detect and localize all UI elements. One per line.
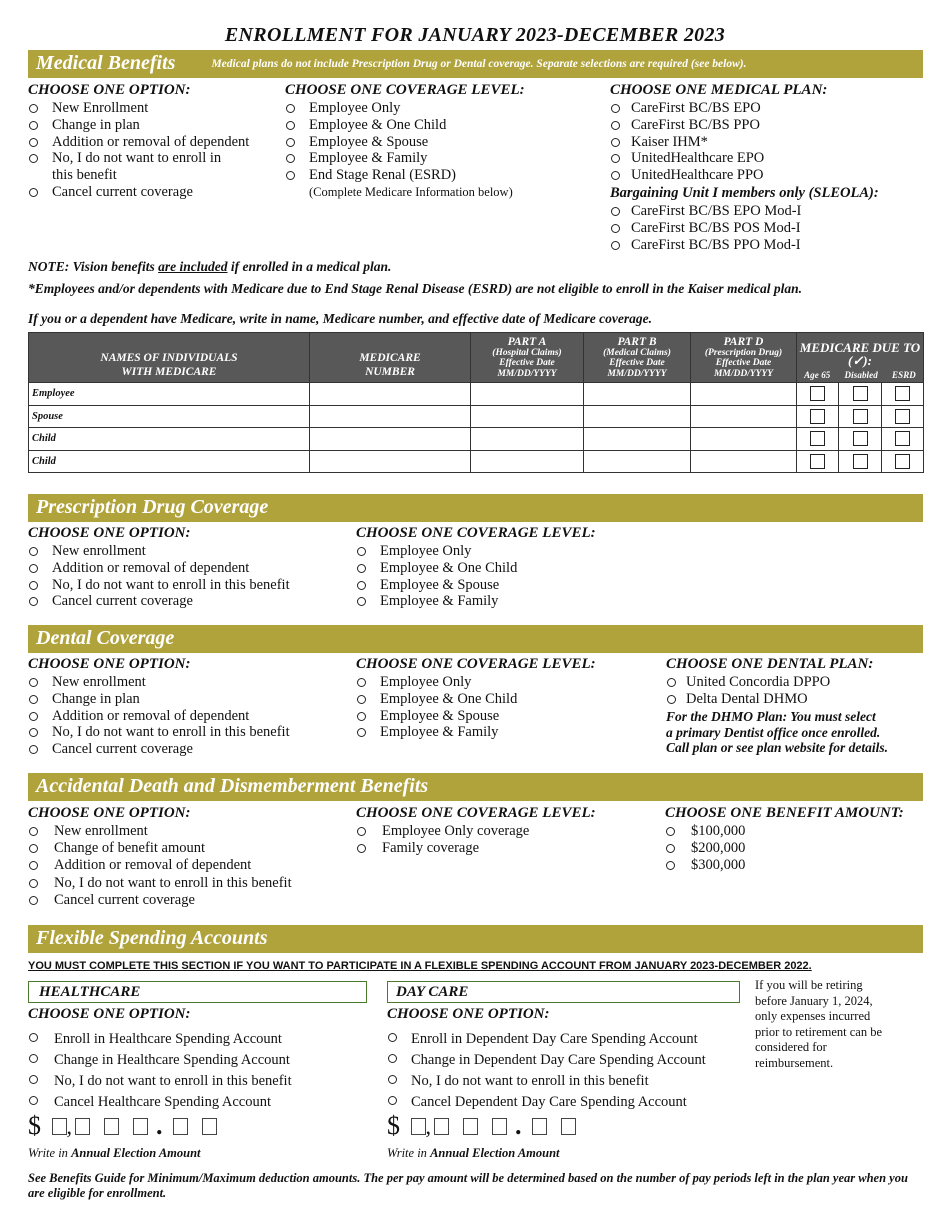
digit-box[interactable] [75,1118,90,1135]
medicare-intro: If you or a dependent have Medicare, write in name, Medicare number, and effective date of Medicare coverage. [28,311,653,326]
part-b-eff: Effective Date [609,358,665,368]
disabled-checkbox[interactable] [853,431,868,446]
dental-plan-concordia[interactable]: United Concordia DPPO [666,674,830,691]
add-level-heading: CHOOSE ONE COVERAGE LEVEL: [356,805,596,821]
medical-level-spouse[interactable]: Employee & Spouse [285,134,513,151]
rx-level-employee[interactable]: Employee Only [356,543,517,560]
healthcare-box-title: HEALTHCARE [28,981,367,1003]
digit-box[interactable] [411,1118,426,1135]
col-number-text: MEDICARE NUMBER [359,352,421,378]
digit-box[interactable] [561,1118,576,1135]
col-names-text: NAMES OF INDIVIDUALS WITH MEDICARE [100,352,238,378]
due-label-disabled: Disabled [844,370,878,380]
retiring-note-line: prior to retirement can be [755,1024,883,1039]
rx-option-list [28,543,290,610]
part-a-date-cell[interactable] [471,383,584,406]
medical-plan-list [610,100,764,184]
fsa-section-header: Flexible Spending Accounts [28,925,923,953]
rx-option-heading: CHOOSE ONE OPTION: [28,525,191,541]
part-b-date-cell[interactable] [584,383,691,406]
table-row [29,450,924,473]
rx-option-new[interactable]: New enrollment [28,543,290,560]
bargaining-plan-pos[interactable]: CareFirst BC/BS POS Mod-I [610,220,801,237]
hc-option-change[interactable]: Change in Healthcare Spending Account [28,1050,292,1071]
hc-option-enroll[interactable]: Enroll in Healthcare Spending Account [28,1029,292,1050]
part-b-date-cell[interactable] [584,450,691,473]
disabled-checkbox[interactable] [853,386,868,401]
age65-checkbox[interactable] [810,409,825,424]
rx-section-header: Prescription Drug Coverage [28,494,923,522]
dental-section-header: Dental Coverage [28,625,923,653]
dental-option-change[interactable]: Change in plan [28,691,290,708]
comma-separator: , [66,1114,72,1139]
part-d-fmt: MM/DD/YYYY [713,368,774,379]
age65-checkbox[interactable] [810,454,825,469]
vision-note [28,259,391,275]
dc-option-list [387,1029,706,1113]
dental-level-spouse[interactable]: Employee & Spouse [356,708,517,725]
medicare-number-cell[interactable] [310,450,471,473]
vision-note-underlined: are included [158,259,228,274]
rx-level-one-child[interactable]: Employee & One Child [356,560,517,577]
dhmo-note [666,709,888,756]
form-title: ENROLLMENT FOR JANUARY 2023-DECEMBER 2023 [224,24,726,46]
dental-plan-list [666,674,830,708]
add-amount-200k[interactable]: $200,000 [665,840,745,857]
dental-plan-heading: CHOOSE ONE DENTAL PLAN: [666,656,874,672]
col-header-part-d [691,333,797,383]
part-a-date-cell[interactable] [471,405,584,428]
hc-option-list [28,1029,292,1113]
medical-option-list [28,100,249,201]
dc-write-hint [387,1146,560,1161]
rx-level-family[interactable]: Employee & Family [356,593,517,610]
part-b-title: PART B [617,336,657,348]
dental-option-heading: CHOOSE ONE OPTION: [28,656,191,672]
medical-plan-uhc-epo[interactable]: UnitedHealthcare EPO [610,150,764,167]
vision-note-post: if enrolled in a medical plan. [227,259,392,274]
dc-option-decline[interactable]: No, I do not want to enroll in this benefit [387,1071,706,1092]
bargaining-heading: Bargaining Unit I members only (SLEOLA): [610,185,879,201]
write-hint-pre: Write in [387,1146,431,1160]
decimal-point: . [515,1111,522,1140]
medical-option-change[interactable]: Change in plan [28,117,249,134]
dhmo-note-line-2: a primary Dentist office once enrolled. [666,724,881,740]
col-header-due [797,333,924,383]
comma-separator: , [425,1114,431,1139]
hc-amount-entry [28,1111,217,1141]
medicare-number-cell[interactable] [310,405,471,428]
footer-note: See Benefits Guide for Minimum/Maximum deduction amounts. The per pay amount will be determined based on the number of pay periods left in the plan year when you are eligible for enrollment. [28,1171,908,1200]
hc-option-decline[interactable]: No, I do not want to enroll in this benefit [28,1071,292,1092]
col-header-names [29,333,310,383]
medical-level-employee[interactable]: Employee Only [285,100,513,117]
dental-level-one-child[interactable]: Employee & One Child [356,691,517,708]
medical-plan-uhc-ppo[interactable]: UnitedHealthcare PPO [610,167,764,184]
dental-level-family[interactable]: Employee & Family [356,724,517,741]
medical-level-esrd[interactable]: End Stage Renal (ESRD) [285,167,513,184]
col-header-number [310,333,471,383]
dc-option-enroll[interactable]: Enroll in Dependent Day Care Spending Account [387,1029,706,1050]
digit-box[interactable] [532,1118,547,1135]
medical-plan-kaiser[interactable]: Kaiser IHM* [610,134,764,151]
rx-option-decline[interactable]: No, I do not want to enroll in this benefit [28,577,290,594]
add-amount-heading: CHOOSE ONE BENEFIT AMOUNT: [665,805,904,821]
dc-amount-entry [387,1111,576,1141]
part-a-date-cell[interactable] [471,450,584,473]
medical-plan-carefirst-epo[interactable]: CareFirst BC/BS EPO [610,100,764,117]
medical-option-cancel[interactable]: Cancel current coverage [28,184,249,201]
medical-section-header [28,50,923,78]
retiring-note-line: considered for [755,1040,827,1055]
col-header-part-a [471,333,584,383]
row-label-spouse: Spouse [29,405,310,428]
part-d-title: PART D [723,336,764,348]
row-label-child: Child [29,428,310,451]
retiring-note-line: If you will be retiring [755,978,863,992]
row-label-child-2: Child [29,450,310,473]
daycare-box-title: DAY CARE [387,981,740,1003]
add-option-list [28,823,292,909]
part-a-eff: Effective Date [499,358,555,368]
add-option-change-amount[interactable]: Change of benefit amount [28,840,292,857]
medicare-number-cell[interactable] [310,383,471,406]
add-level-employee[interactable]: Employee Only coverage [356,823,529,840]
write-hint-bold: Annual Election Amount [430,1146,560,1160]
due-labels [797,370,923,380]
part-d-date-cell[interactable] [691,405,797,428]
digit-box[interactable] [52,1118,67,1135]
part-b-date-cell[interactable] [584,405,691,428]
retiring-note-line: only expenses incurred [755,1009,871,1024]
rx-level-heading: CHOOSE ONE COVERAGE LEVEL: [356,525,596,541]
dental-option-cancel[interactable]: Cancel current coverage [28,741,290,758]
digit-box[interactable] [104,1118,119,1135]
part-a-title: PART A [507,336,547,348]
dhmo-note-line-3: Call plan or see plan website for details. [666,740,889,755]
dental-option-list [28,674,290,758]
dental-option-decline[interactable]: No, I do not want to enroll in this benefit [28,724,290,741]
add-amount-300k[interactable]: $300,000 [665,857,745,874]
dental-level-list [356,674,517,741]
medical-header-title: Medical Benefits [36,52,176,74]
part-a-fmt: MM/DD/YYYY [497,368,557,379]
hc-option-heading: CHOOSE ONE OPTION: [28,1006,191,1022]
dc-option-cancel[interactable]: Cancel Dependent Day Care Spending Account [387,1092,706,1113]
rx-option-dependent[interactable]: Addition or removal of dependent [28,560,290,577]
digit-box[interactable] [173,1118,188,1135]
disabled-checkbox[interactable] [853,454,868,469]
medicare-table [28,332,924,473]
dhmo-note-line-1: For the DHMO Plan: You must select [666,709,876,724]
part-b-date-cell[interactable] [584,428,691,451]
digit-box[interactable] [202,1118,217,1135]
medical-level-one-child[interactable]: Employee & One Child [285,117,513,134]
dental-option-dependent[interactable]: Addition or removal of dependent [28,708,290,725]
rx-option-cancel[interactable]: Cancel current coverage [28,593,290,610]
add-level-family[interactable]: Family coverage [356,840,529,857]
medical-option-decline[interactable]: No, I do not want to enroll in [28,150,249,167]
bargaining-plan-ppo[interactable]: CareFirst BC/BS PPO Mod-I [610,237,801,254]
dollar-sign: $ [28,1111,41,1140]
table-row [29,405,924,428]
part-a-sub: (Hospital Claims) [492,347,562,358]
retiring-note-line: before January 1, 2024, [755,993,873,1008]
add-section-header: Accidental Death and Dismemberment Benefits [28,773,923,801]
fsa-warning: YOU MUST COMPLETE THIS SECTION IF YOU WANT TO PARTICIPATE IN A FLEXIBLE SPENDING ACCOUNT FROM JANUARY 2023-DECEMBER 2022. [28,960,812,972]
write-hint-bold: Annual Election Amount [71,1146,201,1160]
add-option-dependent[interactable]: Addition or removal of dependent [28,857,292,874]
part-d-date-cell[interactable] [691,450,797,473]
esrd-note: *Employees and/or dependents with Medicare due to End Stage Renal Disease (ESRD) are not eligible to enroll in the Kaiser medical plan. [28,281,803,296]
dental-option-new[interactable]: New enrollment [28,674,290,691]
bargaining-plan-epo[interactable]: CareFirst BC/BS EPO Mod-I [610,203,801,220]
part-a-date-cell[interactable] [471,428,584,451]
vision-note-pre: NOTE: Vision benefits [28,259,159,274]
due-label-esrd: ESRD [891,370,916,380]
part-d-eff: Effective Date [715,358,772,368]
digit-box[interactable] [463,1118,478,1135]
add-option-decline[interactable]: No, I do not want to enroll in this benefit [28,875,292,892]
part-d-sub: (Prescription Drug) [704,347,783,358]
esrd-checkbox[interactable] [895,409,910,424]
medical-option-heading: CHOOSE ONE OPTION: [28,82,191,98]
digit-box[interactable] [434,1118,449,1135]
add-option-new[interactable]: New enrollment [28,823,292,840]
add-level-list [356,823,529,857]
esrd-checkbox[interactable] [895,454,910,469]
write-hint-pre: Write in [28,1146,72,1160]
table-row [29,428,924,451]
row-label-employee: Employee [29,383,310,406]
hc-write-hint [28,1146,201,1161]
medical-level-esrd-note: (Complete Medicare Information below) [309,184,513,199]
dc-option-heading: CHOOSE ONE OPTION: [387,1006,550,1022]
bargaining-plan-list [610,203,801,253]
add-option-heading: CHOOSE ONE OPTION: [28,805,191,821]
part-d-date-cell[interactable] [691,428,797,451]
retiring-note-line: reimbursement. [755,1055,834,1070]
rx-level-list [356,543,517,610]
decimal-point: . [156,1111,163,1140]
age65-checkbox[interactable] [810,431,825,446]
add-option-cancel[interactable]: Cancel current coverage [28,892,292,909]
medicare-number-cell[interactable] [310,428,471,451]
medical-level-family[interactable]: Employee & Family [285,150,513,167]
dental-level-employee[interactable]: Employee Only [356,674,517,691]
medical-option-new[interactable]: New Enrollment [28,100,249,117]
digit-box[interactable] [133,1118,148,1135]
due-title: MEDICARE DUE TO (✓): [799,340,921,368]
esrd-checkbox[interactable] [895,431,910,446]
age65-checkbox[interactable] [810,386,825,401]
dental-plan-delta[interactable]: Delta Dental DHMO [666,691,830,708]
part-d-date-cell[interactable] [691,383,797,406]
part-b-fmt: MM/DD/YYYY [607,368,667,379]
medical-plan-carefirst-ppo[interactable]: CareFirst BC/BS PPO [610,117,764,134]
esrd-checkbox[interactable] [895,386,910,401]
retiring-note [755,978,882,1072]
medical-option-dependent[interactable]: Addition or removal of dependent [28,134,249,151]
table-row [29,383,924,406]
due-label-age65: Age 65 [804,370,831,380]
add-amount-list [665,823,745,873]
medical-plan-heading: CHOOSE ONE MEDICAL PLAN: [610,82,828,98]
disabled-checkbox[interactable] [853,409,868,424]
part-b-sub: (Medical Claims) [603,347,671,358]
dollar-sign: $ [387,1111,400,1140]
medical-header-note: Medical plans do not include Prescription Drug or Dental coverage. Separate selections are required (see below). [211,58,747,70]
medical-level-list [285,100,513,201]
dc-option-change[interactable]: Change in Dependent Day Care Spending Account [387,1050,706,1071]
add-amount-100k[interactable]: $100,000 [665,823,745,840]
col-header-part-b [584,333,691,383]
digit-box[interactable] [492,1118,507,1135]
hc-option-cancel[interactable]: Cancel Healthcare Spending Account [28,1092,292,1113]
dental-level-heading: CHOOSE ONE COVERAGE LEVEL: [356,656,596,672]
rx-level-spouse[interactable]: Employee & Spouse [356,577,517,594]
medical-level-heading: CHOOSE ONE COVERAGE LEVEL: [285,82,525,98]
medical-option-decline-cont: this benefit [52,167,117,184]
